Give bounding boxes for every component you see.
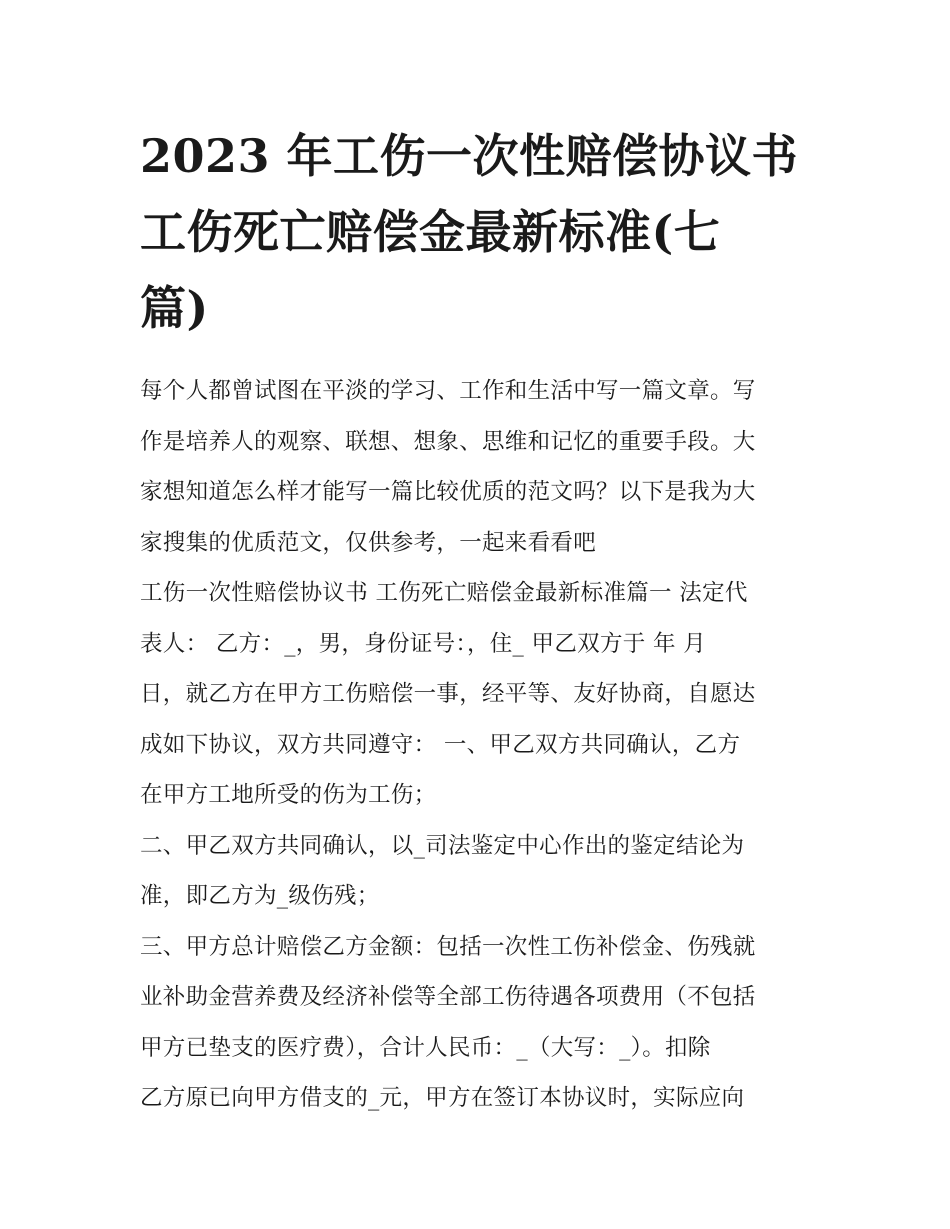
text-line: 每个人都曾试图在平淡的学习、工作和生活中写一篇文章。写 bbox=[140, 378, 756, 404]
text-line: 工伤一次性赔偿协议书 工伤死亡赔偿金最新标准篇一 法定代 bbox=[140, 580, 748, 606]
text-line: 二、甲乙双方共同确认，以_司法鉴定中心作出的鉴定结论为 bbox=[140, 832, 745, 859]
text-line: 业补助金营养费及经济补偿等全部工伤待遇各项费用（不包括 bbox=[140, 984, 756, 1010]
title-line: 工伤死亡赔偿金最新标准(七 bbox=[140, 205, 721, 259]
text-line: 作是培养人的观察、联想、想象、思维和记忆的重要手段。大 bbox=[140, 428, 756, 455]
text-line: 家想知道怎么样才能写一篇比较优质的范文吗？以下是我为大 bbox=[140, 479, 756, 505]
clause-three-paragraph bbox=[140, 922, 816, 1124]
document-title bbox=[140, 118, 816, 346]
document-page bbox=[140, 118, 816, 1124]
text-line: 乙方原已向甲方借支的_元，甲方在签订本协议时，实际应向 bbox=[140, 1085, 745, 1111]
text-line: 家搜集的优质范文，仅供参考，一起来看看吧 bbox=[140, 529, 597, 556]
title-line: 2023 年工伤一次性赔偿协议书 bbox=[140, 129, 799, 183]
agreement-paragraph-intro bbox=[140, 568, 816, 821]
document-body bbox=[140, 366, 816, 1124]
text-line: 表人： 乙方：_，男，身份证号：，住_ 甲乙双方于 年 月 bbox=[140, 630, 707, 657]
text-line: 三、甲方总计赔偿乙方金额：包括一次性工伤补偿金、伤残就 bbox=[140, 933, 756, 960]
intro-paragraph bbox=[140, 366, 816, 568]
text-line: 准，即乙方为_级伤残； bbox=[140, 883, 380, 909]
clause-two-paragraph bbox=[140, 821, 816, 922]
text-line: 成如下协议，双方共同遵守： 一、甲乙双方共同确认，乙方 bbox=[140, 731, 741, 758]
text-line: 甲方已垫支的医疗费），合计人民币：_（大写：_）。扣除 bbox=[140, 1034, 711, 1061]
title-line: 篇) bbox=[140, 281, 209, 335]
text-line: 日，就乙方在甲方工伤赔偿一事，经平等、友好协商，自愿达 bbox=[140, 681, 756, 707]
text-line: 在甲方工地所受的伤为工伤； bbox=[140, 782, 437, 808]
